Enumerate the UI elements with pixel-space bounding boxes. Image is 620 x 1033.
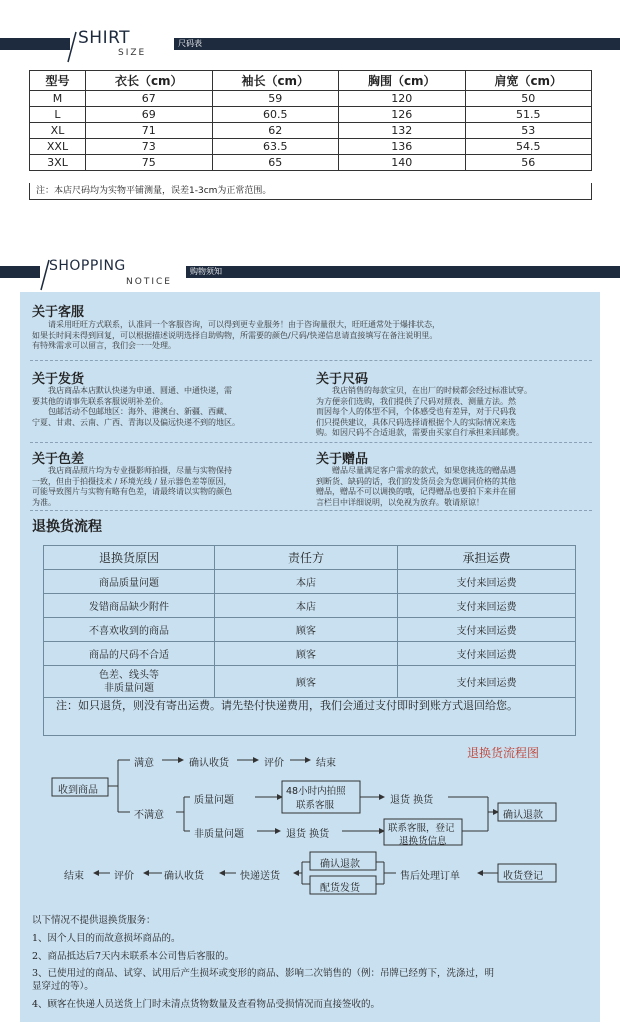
flow-receive: 收到商品 xyxy=(58,785,98,796)
size-header-subtitle: SIZE xyxy=(118,48,147,58)
size-header-title: SHIRT xyxy=(78,28,131,48)
returns-cell: 顾客 xyxy=(215,642,398,666)
flow-return-exchange-2: 退货 换货 xyxy=(286,829,330,840)
exclusion-item: 1、因个人目的而故意损坏商品的。 xyxy=(32,933,181,944)
notice-header-tag: 购物须知 xyxy=(190,267,222,276)
size-cell: 63.5 xyxy=(212,139,339,155)
flow-bottom-after-sales: 售后处理订单 xyxy=(400,871,460,882)
exclusion-item: 2、商品抵达后7天内未联系本公司售后客服的。 xyxy=(32,951,235,962)
color-text: 我店商品照片均为专业摄影师拍摄，尽量与实物保持 一致，但由于拍摄技术 / 环境光线 / 显示器色差等原因， 可能导致图片与实物有略有色差，请最终请以实物的颜色 为准。 xyxy=(32,466,232,507)
service-title: 关于客服 xyxy=(32,305,85,320)
size-cell: 3XL xyxy=(30,155,86,171)
size-col-header: 型号 xyxy=(30,71,86,91)
size-cell: 67 xyxy=(86,91,213,107)
returns-cell: 支付来回运费 xyxy=(398,570,576,594)
returns-title: 退换货流程 xyxy=(32,519,102,535)
returns-cell: 发错商品缺少附件 xyxy=(44,594,215,618)
service-text: 请采用旺旺方式联系，认准同一个客服咨询，可以得到更专业服务！由于咨询量很大，旺旺通常处于爆排状态， 如果长时间未得到回复，可以根据描述说明选择自助购物，所需要的颜色/尺码/快递信息请直接填写在备注说明里。 有特殊需求可以留言，我们会一一处理。 xyxy=(32,320,440,350)
notice-header-subtitle: NOTICE xyxy=(126,277,172,287)
size-cell: 56 xyxy=(465,155,592,171)
returns-col-header: 责任方 xyxy=(215,546,398,570)
size-cell: L xyxy=(30,107,86,123)
exclusion-item: 3、已使用过的商品、试穿、试用后产生损坏或变形的商品、影响二次销售的（例：吊牌已经剪下，洗涤过，明 xyxy=(32,968,495,979)
flow-unsatisfied: 不满意 xyxy=(134,810,164,821)
size-col-header: 肩宽（cm） xyxy=(465,71,592,91)
size-col-header: 袖长（cm） xyxy=(212,71,339,91)
flow-photo-line2: 联系客服 xyxy=(296,800,335,811)
size-cell: 136 xyxy=(339,139,466,155)
flow-photo-line1: 48小时内拍照 xyxy=(286,786,346,797)
returns-cell: 支付来回运费 xyxy=(398,666,576,698)
flow-bottom-end: 结束 xyxy=(64,871,84,882)
returns-cell: 商品质量问题 xyxy=(44,570,215,594)
size-col-header: 胸围（cm） xyxy=(339,71,466,91)
flow-end: 结束 xyxy=(316,758,336,769)
size-cell: XXL xyxy=(30,139,86,155)
returns-col-header: 退换货原因 xyxy=(44,546,215,570)
size-col-header: 衣长（cm） xyxy=(86,71,213,91)
flow-bottom-delivery: 快递送货 xyxy=(240,871,280,882)
returns-note: 注：如只退货，则没有寄出运费。请先垫付快递费用，我们会通过支付即时到账方式退回给您。 xyxy=(43,694,576,736)
returns-cell: 色差、线头等 非质量问题 xyxy=(44,666,215,698)
size-cell: 60.5 xyxy=(212,107,339,123)
flow-bottom-register: 收货登记 xyxy=(503,871,543,882)
shipping-text: 我店商品本店默认快递为申通、圆通、中通快递，需 要其他的请事先联系客服说明补差价。 包邮活动不包邮地区：海外、港澳台、新疆、西藏、 宁夏、甘肃、云南、广西、青海以及偏远快递不到的地区。 xyxy=(32,386,240,427)
flow-contact-line2: 退换货信息 xyxy=(399,836,447,847)
returns-cell: 顾客 xyxy=(215,618,398,642)
shipping-title: 关于发货 xyxy=(32,372,85,387)
flow-confirm-refund: 确认退款 xyxy=(503,810,543,821)
size-header-tag: 尺码表 xyxy=(178,39,202,48)
returns-cell: 不喜欢收到的商品 xyxy=(44,618,215,642)
size-table-note: 注：本店尺码均为实物平铺测量，误差1-3cm为正常范围。 xyxy=(29,183,592,200)
returns-cell: 顾客 xyxy=(215,666,398,698)
flow-bottom-confirm: 确认收货 xyxy=(164,871,204,882)
flow-return-exchange: 退货 换货 xyxy=(390,795,434,806)
returns-cell: 支付来回运费 xyxy=(398,618,576,642)
flowchart-title: 退换货流程图 xyxy=(467,746,540,760)
flow-satisfied: 满意 xyxy=(134,758,154,769)
size-cell: 75 xyxy=(86,155,213,171)
returns-cell: 商品的尺码不合适 xyxy=(44,642,215,666)
notice-header-title: SHOPPING xyxy=(49,258,126,274)
size-cell: 120 xyxy=(339,91,466,107)
size-cell: 54.5 xyxy=(465,139,592,155)
size-cell: 69 xyxy=(86,107,213,123)
flow-non-quality-issue: 非质量问题 xyxy=(194,829,244,840)
size-cell: 62 xyxy=(212,123,339,139)
returns-cell: 支付来回运费 xyxy=(398,594,576,618)
size-cell: 59 xyxy=(212,91,339,107)
size-cell: 65 xyxy=(212,155,339,171)
gifts-title: 关于赠品 xyxy=(316,452,369,467)
returns-cell: 支付来回运费 xyxy=(398,642,576,666)
size-cell: 126 xyxy=(339,107,466,123)
exclusion-item: 显穿过的等）。 xyxy=(32,981,94,992)
color-title: 关于色差 xyxy=(32,452,85,467)
size-cell: 132 xyxy=(339,123,466,139)
size-cell: 53 xyxy=(465,123,592,139)
exclusion-item: 4、顾客在快递人员送货上门时未清点货物数量及查看物品受损情况而直接签收的。 xyxy=(32,999,381,1010)
returns-col-header: 承担运费 xyxy=(398,546,576,570)
flow-confirm-receipt: 确认收货 xyxy=(189,758,229,769)
sizing-text: 我店销售的每款宝贝，在出厂的时候都会经过标准试穿。 为方便亲们选购，我们提供了尺码对照表、测量方法。然 而因每个人的体型不同，个体感受也有差异，对于尺码我 们只提供建议，具体尺码选择请根据个人的实际情况来选 购。如因尺码不合适退款，需要由买家自行承担来回邮费。 xyxy=(316,386,532,437)
size-cell: 50 xyxy=(465,91,592,107)
size-cell: 51.5 xyxy=(465,107,592,123)
flow-review: 评价 xyxy=(264,758,284,769)
flow-contact-line1: 联系客服，登记 xyxy=(388,823,455,834)
sizing-title: 关于尺码 xyxy=(316,372,369,387)
flow-quality-issue: 质量问题 xyxy=(194,795,234,806)
flow-bottom-review: 评价 xyxy=(114,871,134,882)
flow-bottom-refund: 确认退款 xyxy=(320,859,360,870)
flow-bottom-dispatch: 配货发货 xyxy=(320,883,360,894)
size-cell: 73 xyxy=(86,139,213,155)
gifts-text: 赠品尽量满足客户需求的款式，如果您挑选的赠品遇 到断货、缺码的话，我们的发货员会为您调同价格的其他 赠品，赠品不可以调换的哦，记得赠品也要拍下来并在留 言栏目中详细说明，以免视为放弃。敬请原谅！ xyxy=(316,466,516,507)
exclusions-intro: 以下情况不提供退换货服务： xyxy=(32,915,156,926)
size-cell: M xyxy=(30,91,86,107)
returns-cell: 本店 xyxy=(215,594,398,618)
returns-cell: 本店 xyxy=(215,570,398,594)
size-cell: 71 xyxy=(86,123,213,139)
size-cell: XL xyxy=(30,123,86,139)
size-cell: 140 xyxy=(339,155,466,171)
